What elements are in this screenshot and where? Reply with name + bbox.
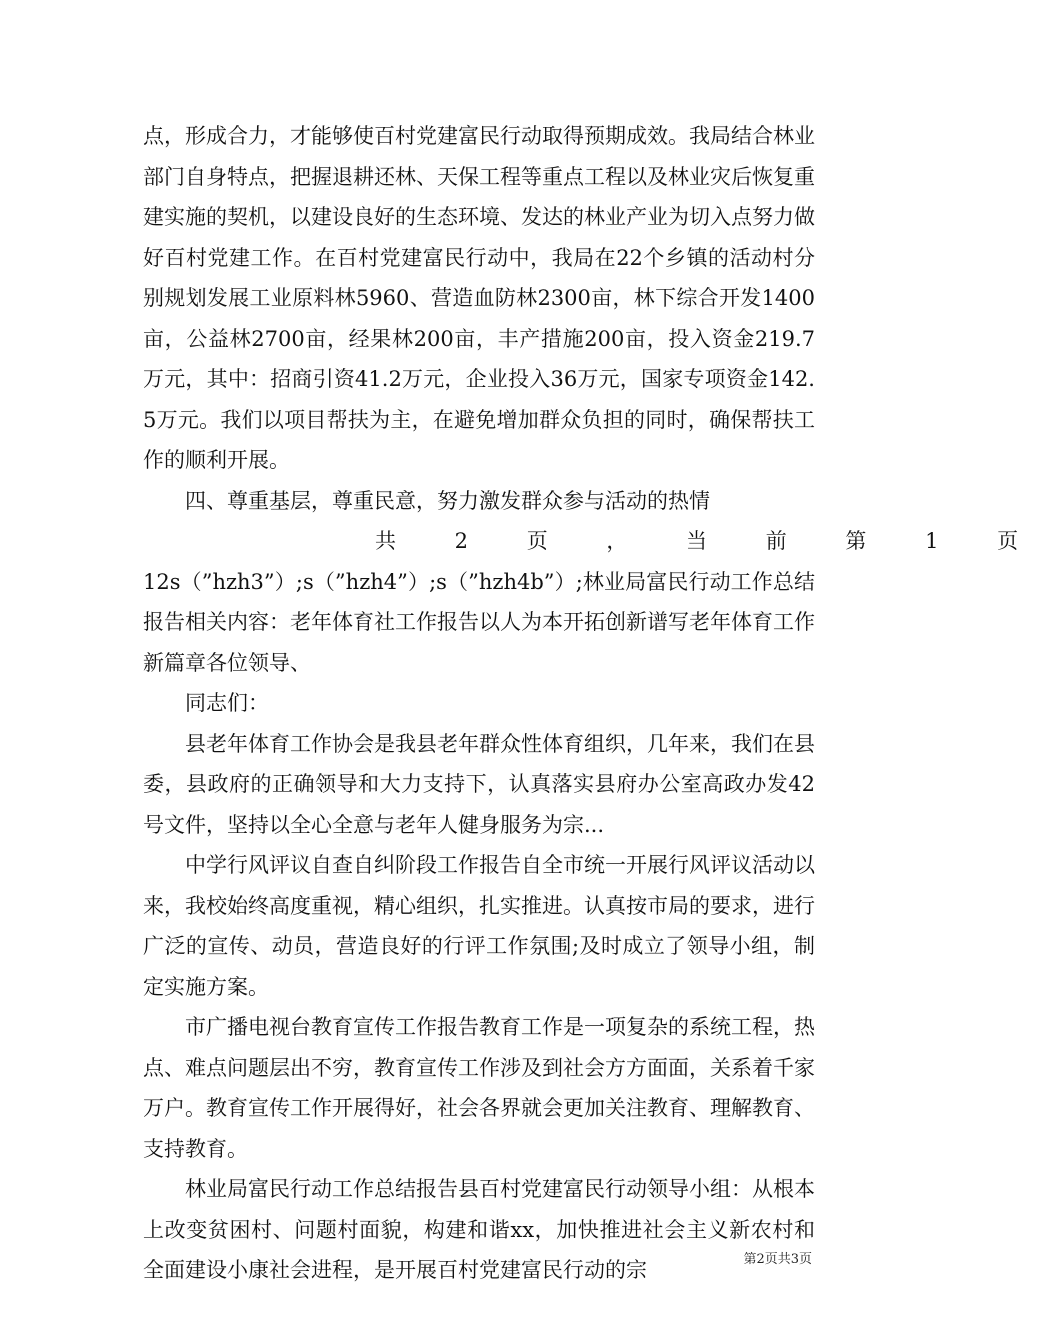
salutation: 同志们：: [185, 691, 269, 715]
paragraph-3: 12s（”hzh3”）;s（”hzh4”）;s（”hzh4b”）;林业局富民行动工作总结报告相关内容：老年体育社工作报告以人为本开拓创新谱写老年体育工作新篇章各位领导、: [143, 569, 815, 675]
page-footer: [743, 1248, 812, 1267]
paragraph-5: 县老年体育工作协会是我县老年群众性体育组织，几年来，我们在县委，县政府的正确领导和大力支持下，认真落实县府办公室高政办发42号文件，坚持以全心全意与老年人健身服务为宗...: [143, 731, 815, 837]
page-count-line: 共 2 页 ， 当 前 第 1 页: [375, 529, 1044, 553]
section-heading-4: 四、尊重基层，尊重民意，努力激发群众参与活动的热情: [185, 488, 710, 513]
paragraph-7: 市广播电视台教育宣传工作报告教育工作是一项复杂的系统工程，热点、难点问题层出不穷，教育宣传工作涉及到社会方方面面，关系着千家万户。教育宣传工作开展得好，社会各界就会更加关注教育、理解教育、支持教育。: [143, 1015, 815, 1161]
page-indicator: 第2页共3页: [743, 1252, 812, 1267]
paragraph-6: 中学行风评议自查自纠阶段工作报告自全市统一开展行风评议活动以来，我校始终高度重视，精心组织，扎实推进。认真按市局的要求，进行广泛的宣传、动员，营造良好的行评工作氛围;及时成立了领导小组，制定实施方案。: [143, 853, 815, 999]
paragraph-8: 林业局富民行动工作总结报告县百村党建富民行动领导小组：从根本上改变贫困村、问题村面貌，构建和谐xx，加快推进社会主义新农村和全面建设小康社会进程，是开展百村党建富民行动的宗: [143, 1177, 815, 1282]
paragraph-1: 点，形成合力，才能够使百村党建富民行动取得预期成效。我局结合林业部门自身特点，把握退耕还林、天保工程等重点工程以及林业灾后恢复重建实施的契机，以建设良好的生态环境、发达的林业产业为切入点努力做好百村党建工作。在百村党建富民行动中，我局在22个乡镇的活动村分别规划发展工业原料林5960、营造血防林2300亩，林下综合开发1400亩，公益林2700亩，经果林200亩，丰产措施200亩，投入资金219.7万元，其中：招商引资41.2万元，企业投入36万元，国家专项资金142.5万元。我们以项目帮扶为主，在避免增加群众负担的同时，确保帮扶工作的顺利开展。: [143, 124, 815, 472]
document-body: [143, 116, 1044, 1291]
